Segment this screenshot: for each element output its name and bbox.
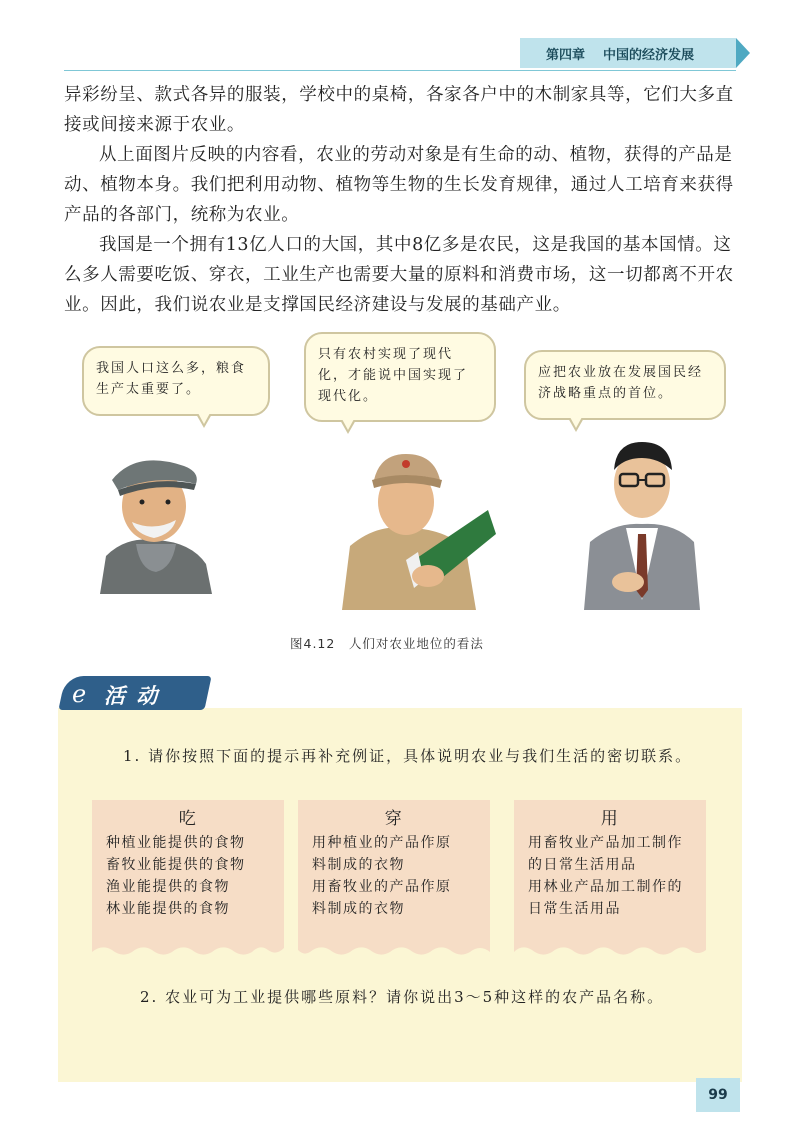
card-line: 畜牧业能提供的食物 bbox=[106, 857, 246, 873]
card-line: 用种植业的产品作原 bbox=[312, 835, 452, 851]
card-use bbox=[514, 800, 706, 946]
card-line: 料制成的衣物 bbox=[312, 857, 405, 873]
activity-question-1: 1. 请你按照下面的提示再补充例证，具体说明农业与我们生活的密切联系。 bbox=[123, 747, 693, 765]
card-wear bbox=[298, 800, 490, 946]
chapter-number: 第四章 bbox=[546, 47, 586, 63]
paragraph: 异彩纷呈、款式各异的服装，学校中的桌椅，各家各户中的木制家具等，它们大多直接或间接来源于农业。 bbox=[64, 85, 734, 135]
figure-caption: 图4.12 人们对农业地位的看法 bbox=[290, 636, 484, 651]
card-eat bbox=[92, 800, 284, 946]
chapter-title: 中国的经济发展 bbox=[603, 47, 695, 63]
card-line: 林业能提供的食物 bbox=[106, 901, 230, 917]
card-line: 用畜牧业产品加工制作 bbox=[528, 835, 683, 851]
card-title: 吃 bbox=[178, 809, 198, 829]
card-line: 渔业能提供的食物 bbox=[106, 879, 230, 895]
speech-bubble-scholar bbox=[524, 350, 726, 420]
activity-icon: ℯ bbox=[72, 680, 87, 708]
page-number: 99 bbox=[696, 1078, 740, 1112]
card-line: 用林业产品加工制作的 bbox=[528, 879, 683, 895]
card-torn-edge bbox=[514, 942, 706, 958]
bubble-text: 应把农业放在发展国民经济战略重点的首位。 bbox=[538, 365, 704, 401]
header-rule bbox=[64, 70, 736, 71]
paragraph: 我国是一个拥有13亿人口的大国，其中8亿多是农民，这是我国的基本国情。这么多人需要吃饭、穿衣，工业生产也需要大量的原料和消费市场，这一切都离不开农业。因此，我们说农业是支撑国民经济建设与发展的基础产业。 bbox=[64, 235, 734, 315]
scholar-illustration bbox=[584, 430, 700, 610]
speech-bubble-worker bbox=[304, 332, 496, 422]
card-title: 用 bbox=[600, 809, 620, 829]
card-line: 种植业能提供的食物 bbox=[106, 835, 246, 851]
worker-illustration bbox=[336, 440, 496, 610]
chapter-header bbox=[520, 38, 736, 68]
body-text bbox=[64, 80, 736, 320]
paragraph: 从上面图片反映的内容看，农业的劳动对象是有生命的动、植物，获得的产品是动、植物本身。我们把利用动物、植物等生物的生长发育规律，通过人工培育来获得产品的各部门，统称为农业。 bbox=[64, 145, 734, 225]
card-line: 的日常生活用品 bbox=[528, 857, 637, 873]
farmer-illustration bbox=[96, 444, 216, 594]
card-line: 日常生活用品 bbox=[528, 901, 621, 917]
card-line: 料制成的衣物 bbox=[312, 901, 405, 917]
activity-question-2: 2. 农业可为工业提供哪些原料？请你说出3～5种这样的农产品名称。 bbox=[140, 988, 665, 1006]
card-title: 穿 bbox=[384, 809, 404, 829]
card-torn-edge bbox=[92, 942, 284, 958]
header-arrow-icon bbox=[736, 38, 750, 68]
bubble-text: 只有农村实现了现代化，才能说中国实现了现代化。 bbox=[318, 347, 469, 404]
bubble-text: 我国人口这么多，粮食生产太重要了。 bbox=[96, 361, 247, 397]
activity-title: 活 动 bbox=[104, 684, 160, 708]
speech-bubble-farmer bbox=[82, 346, 270, 416]
card-line: 用畜牧业的产品作原 bbox=[312, 879, 452, 895]
card-torn-edge bbox=[298, 942, 490, 958]
